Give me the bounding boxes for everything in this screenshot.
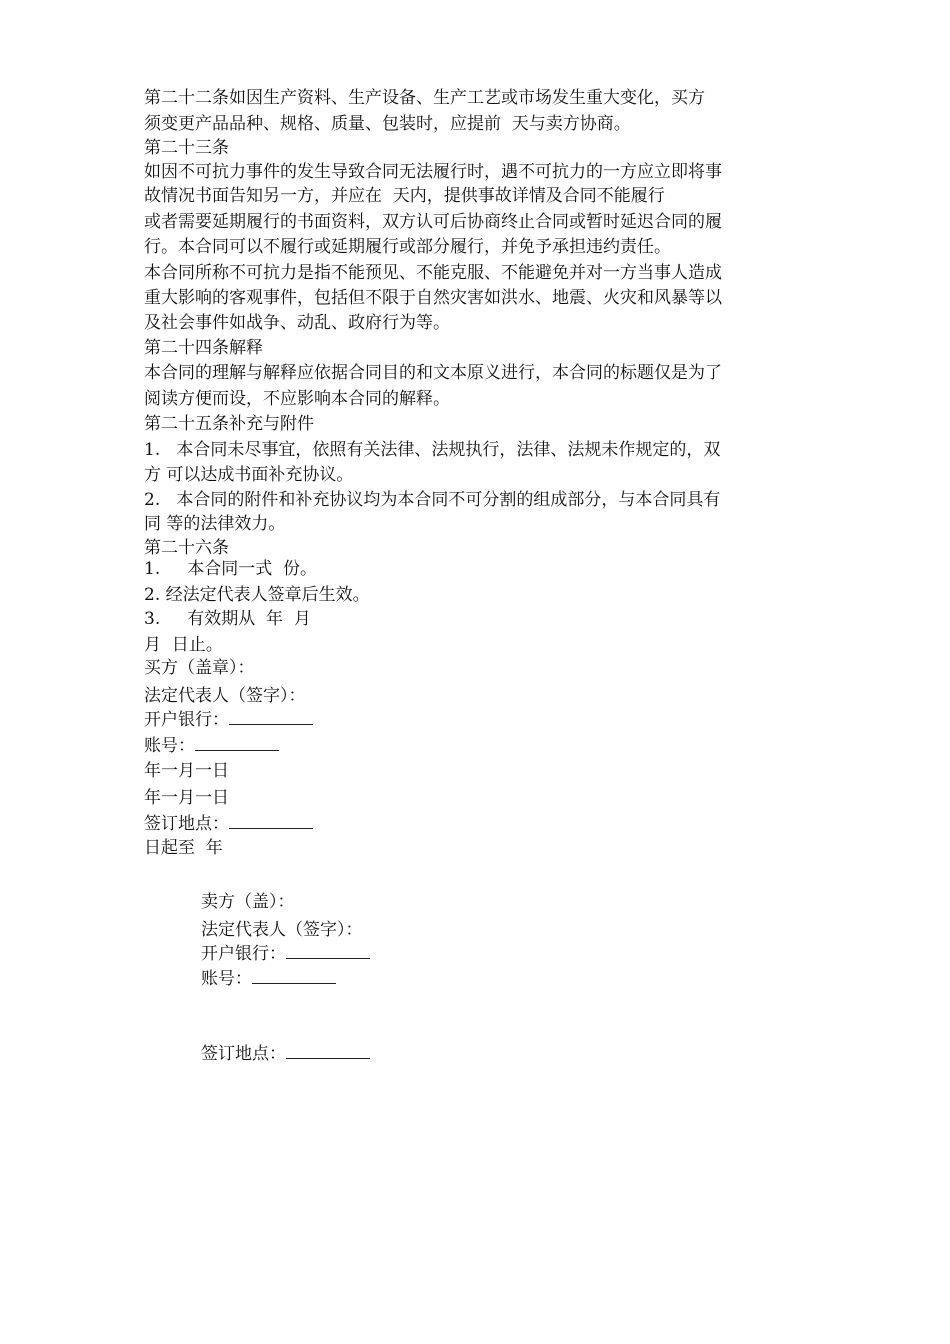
clause-25-item-2-line-1: 2. 本合同的附件和补充协议均为本合同不可分割的组成部分，与本合同具有 [144,490,721,510]
clause-25-item-1-line-2: 方 可以达成书面补充协议。 [144,465,354,485]
buyer-bank-label: 开户银行： [144,710,229,730]
clause-25-item-1-line-1: 1. 本合同未尽事宜，依照有关法律、法规执行，法律、法规未作规定的，双 [144,440,721,460]
buyer-account-field [144,734,279,758]
clause-26-item-3-continued: 月 日止。 [144,635,223,655]
seller-place-label: 签订地点： [201,1044,286,1064]
seller-account-blank-line [252,969,336,984]
clause-24-line-2: 阅读方便而设，不应影响本合同的解释。 [144,389,450,409]
seller-bank-blank-line [286,944,370,959]
clause-26-title: 第二十六条 [144,538,229,558]
buyer-place-field [144,812,313,836]
clause-25-title: 第二十五条补充与附件 [144,414,314,434]
clause-25-item-2-line-2: 同 等的法律效力。 [144,514,286,534]
seller-bank-label: 开户银行： [201,944,286,964]
seller-account-field [201,967,336,991]
clause-23-line-1: 如因不可抗力事件的发生导致合同无法履行时，遇不可抗力的一方应立即将事 [144,162,722,182]
seller-place-blank-line [286,1044,370,1059]
clause-26-item-2: 2. 经法定代表人签章后生效。 [144,585,370,605]
seller-representative-label: 法定代表人（签字）： [201,920,363,940]
clause-22-line-2: 须变更产品品种、规格、质量、包装时，应提前 天与卖方协商。 [144,114,631,134]
clause-23-title: 第二十三条 [144,138,229,158]
seller-bank-field [201,942,370,966]
buyer-place-blank-line [229,814,313,829]
clause-23-line-6: 重大影响的客观事件，包括但不限于自然灾害如洪水、地震、火灾和风暴等以 [144,288,722,308]
clause-22-line-1: 第二十二条如因生产资料、生产设备、生产工艺或市场发生重大变化，买方 [144,88,705,108]
buyer-account-blank-line [195,736,279,751]
buyer-place-label: 签订地点： [144,814,229,834]
clause-23-line-7: 及社会事件如战争、动乱、政府行为等。 [144,313,450,333]
clause-24-line-1: 本合同的理解与解释应依据合同目的和文本原义进行，本合同的标题仅是为了 [144,363,722,383]
seller-party-label: 卖方（盖）： [201,892,295,912]
buyer-validity-tail: 日起至 年 [144,838,223,858]
clause-26-item-1: 1. 本合同一式 份。 [144,559,318,579]
clause-23-line-2: 故情况书面告知另一方，并应在 天内，提供事故详情及合同不能履行 [144,186,665,206]
seller-place-field [201,1042,370,1066]
buyer-bank-field [144,708,313,732]
seller-account-label: 账号： [201,969,252,989]
buyer-representative-label: 法定代表人（签字）： [144,686,306,706]
buyer-date-2: 年一月一日 [144,788,229,808]
buyer-account-label: 账号： [144,736,195,756]
buyer-party-label: 买方（盖章）： [144,658,255,678]
clause-23-line-3: 或者需要延期履行的书面资料，双方认可后协商终止合同或暂时延迟合同的履 [144,212,722,232]
clause-23-line-5: 本合同所称不可抗力是指不能预见、不能克服、不能避免并对一方当事人造成 [144,263,722,283]
clause-26-item-3: 3. 有效期从 年 月 [144,609,311,629]
clause-24-title: 第二十四条解释 [144,338,263,358]
buyer-bank-blank-line [229,710,313,725]
clause-23-line-4: 行。本合同可以不履行或延期履行或部分履行，并免予承担违约责任。 [144,237,671,257]
buyer-date-1: 年一月一日 [144,761,229,781]
